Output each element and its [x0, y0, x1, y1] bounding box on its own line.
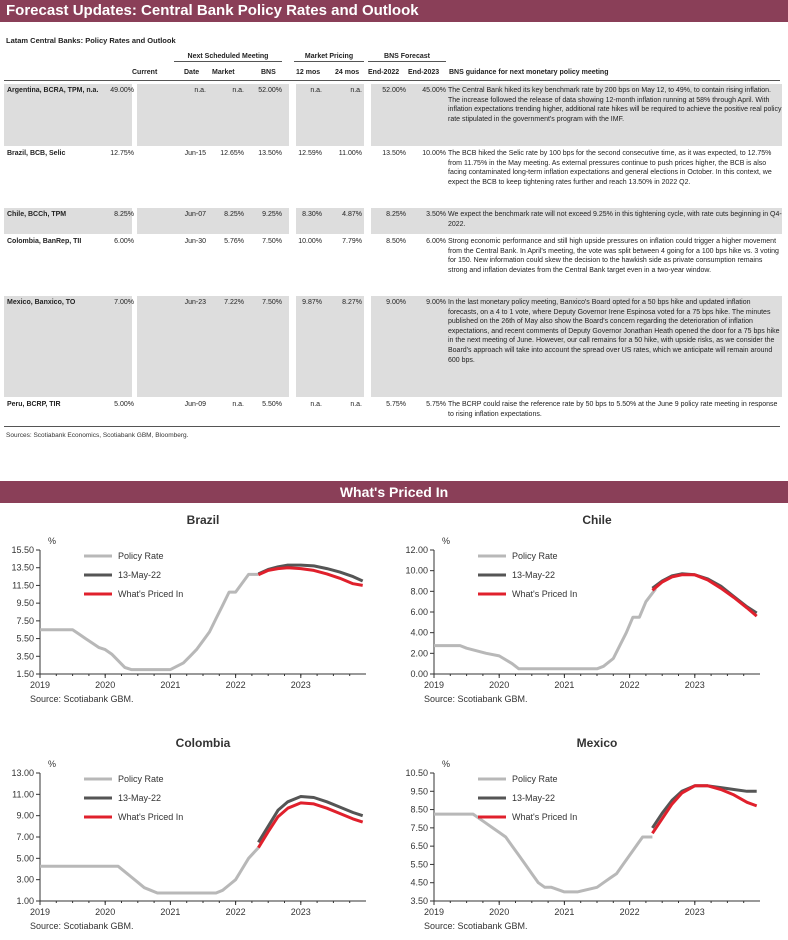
x-tick-label: 2020 — [95, 907, 116, 917]
x-tick-label: 2020 — [95, 680, 116, 690]
x-tick-label: 2019 — [29, 680, 51, 690]
y-tick-label: 3.50 — [16, 651, 34, 662]
x-tick-label: 2021 — [160, 907, 181, 917]
cell-end2022: 13.50% — [382, 150, 406, 157]
cell-bns: 5.50% — [262, 401, 282, 408]
y-tick-label: 9.50 — [410, 786, 428, 797]
y-tick-label: 5.50 — [16, 633, 34, 644]
header-rule — [4, 80, 780, 81]
cell-end2022: 52.00% — [382, 87, 406, 94]
table-row — [4, 235, 780, 295]
legend-label: What's Priced In — [512, 589, 578, 599]
chart-chile — [394, 508, 788, 713]
x-tick-label: 2021 — [554, 680, 575, 690]
cell-m24: n.a. — [350, 401, 362, 408]
x-tick-label: 2023 — [684, 680, 705, 690]
cell-m12: 10.00% — [298, 238, 322, 245]
cell-date: Jun-09 — [184, 401, 206, 408]
y-tick-label: 2.00 — [410, 648, 428, 659]
guidance-text: The BCB hiked the Selic rate by 100 bps for the second consecutive time, as it was expected, to 12.75% from 11.75% in the May meeting. As external pressures continue to push prices higher, the BCB is also facing contaminated long-term inflation expectations and general elections in October. In this context, we expect the BCB to keep tightening rates further and reach 13.50% in 2022 Q2. — [448, 150, 772, 186]
legend-label: Policy Rate — [118, 774, 164, 784]
y-unit-label: % — [442, 536, 451, 546]
y-tick-label: 6.00 — [410, 607, 428, 617]
y-tick-label: 4.50 — [410, 877, 428, 888]
chart-title: Chile — [582, 513, 612, 527]
cell-end2022: 8.25% — [386, 211, 406, 218]
chart-source: Source: Scotiabank GBM. — [424, 921, 528, 931]
x-tick-label: 2020 — [489, 907, 510, 917]
y-tick-label: 4.00 — [410, 627, 428, 638]
y-tick-label: 5.00 — [16, 853, 34, 864]
legend-label: Policy Rate — [512, 774, 558, 784]
cell-bns: 52.00% — [258, 87, 282, 94]
guidance-text: The Central Bank hiked its key benchmark rate by 200 bps on May 12, to 49%, to contain rising inflation. The increase followed the release of data showing 12-month inflation running at 58% through April. With inflation expectations trending higher, additional rate hikes will be required to achieve the positive real policy rate stipulated in the government's program with the IMF. — [448, 87, 782, 123]
cell-m12: 8.30% — [302, 211, 322, 218]
header-24mos: 24 mos — [335, 69, 360, 76]
y-tick-label: 11.00 — [12, 789, 34, 800]
y-tick-label: 1.00 — [16, 896, 34, 906]
row-shade — [371, 296, 448, 397]
cell-date: n.a. — [194, 87, 206, 94]
y-tick-label: 9.50 — [16, 598, 34, 609]
cell-bns: 7.50% — [262, 299, 282, 306]
legend-label: Policy Rate — [118, 551, 164, 561]
cell-market: n.a. — [232, 401, 244, 408]
series-line — [40, 848, 258, 893]
chart-mexico — [394, 731, 788, 940]
x-tick-label: 2019 — [423, 907, 445, 917]
cell-current: 7.00% — [114, 299, 134, 306]
header-current: Current — [132, 69, 158, 76]
x-tick-label: 2022 — [225, 907, 246, 917]
y-tick-label: 9.00 — [16, 810, 34, 821]
cell-current: 49.00% — [110, 87, 134, 94]
cell-market: 5.76% — [224, 238, 244, 245]
series-line — [652, 786, 756, 834]
table-row — [4, 296, 780, 397]
table-row — [4, 208, 780, 234]
cell-end2023: 45.00% — [422, 87, 446, 94]
cell-m24: 8.27% — [342, 299, 362, 306]
x-tick-label: 2019 — [29, 907, 51, 917]
cell-m24: 7.79% — [342, 238, 362, 245]
y-tick-label: 3.50 — [410, 896, 428, 906]
y-tick-label: 0.00 — [410, 669, 428, 679]
y-tick-label: 10.50 — [405, 768, 428, 778]
series-line — [258, 568, 362, 586]
cell-current: 8.25% — [114, 211, 134, 218]
cell-market: 7.22% — [224, 299, 244, 306]
header-date: Date — [184, 69, 200, 76]
chart-title: Brazil — [186, 513, 220, 527]
y-tick-label: 7.00 — [16, 832, 34, 842]
table-row — [4, 398, 780, 426]
table-title: Latam Central Banks: Policy Rates and Outlook — [6, 36, 176, 45]
group-bns-forecast: BNS Forecast — [368, 53, 446, 62]
chart-colombia — [0, 731, 394, 940]
row-shade — [180, 296, 284, 397]
cell-bns: 9.25% — [262, 211, 282, 218]
cell-end2022: 9.00% — [386, 299, 406, 306]
x-tick-label: 2023 — [290, 907, 311, 917]
y-tick-label: 7.50 — [410, 822, 428, 833]
x-tick-label: 2023 — [290, 680, 311, 690]
guidance-text: The BCRP could raise the reference rate by 50 bps to 5.50% at the June 9 policy rate meeting in response to rising inflation expectations. — [448, 401, 778, 418]
row-shade — [4, 296, 132, 397]
y-unit-label: % — [48, 536, 57, 546]
cell-m12: 12.59% — [298, 150, 322, 157]
bank-name: Peru, BCRP, TIR — [7, 401, 61, 408]
cell-m12: 9.87% — [302, 299, 322, 306]
cell-m12: n.a. — [310, 401, 322, 408]
cell-current: 5.00% — [114, 401, 134, 408]
legend-label: 13-May-22 — [512, 570, 556, 580]
y-tick-label: 7.50 — [16, 615, 34, 626]
cell-end2023: 3.50% — [426, 211, 446, 218]
x-tick-label: 2022 — [225, 680, 246, 690]
y-tick-label: 8.50 — [410, 804, 428, 815]
chart-source: Source: Scotiabank GBM. — [30, 694, 134, 704]
x-tick-label: 2022 — [619, 907, 640, 917]
y-tick-label: 10.00 — [405, 565, 428, 576]
header-12mos: 12 mos — [296, 69, 321, 76]
x-tick-label: 2019 — [423, 680, 445, 690]
cell-m24: 4.87% — [342, 211, 362, 218]
guidance-text: Strong economic performance and still high upside pressures on inflation could trigger a higher movement from the Central Bank. In April's meeting, the vote was split between 4 going for a 100 bps hike vs. 3 voting for 150. New information could skew the decision to the hawkish side as private consumption remains strong and inflation deviates from the Central Bank target even in a two-year window. — [448, 238, 779, 274]
table-row — [4, 147, 780, 207]
legend-label: 13-May-22 — [118, 793, 162, 803]
guidance-text: We expect the benchmark rate will not exceed 9.25% in this tightening cycle, with rate cuts beginning in Q4-2022. — [448, 211, 782, 228]
group-market-pricing: Market Pricing — [294, 53, 364, 62]
cell-bns: 13.50% — [258, 150, 282, 157]
x-tick-label: 2021 — [554, 907, 575, 917]
cell-date: Jun-07 — [184, 211, 206, 218]
row-shade — [296, 296, 364, 397]
y-tick-label: 12.00 — [405, 545, 428, 555]
chart-source: Source: Scotiabank GBM. — [30, 921, 134, 931]
x-tick-label: 2022 — [619, 680, 640, 690]
y-tick-label: 15.50 — [11, 545, 34, 555]
cell-bns: 7.50% — [262, 238, 282, 245]
header-market: Market — [212, 69, 235, 76]
cell-end2023: 10.00% — [422, 150, 446, 157]
legend-label: What's Priced In — [118, 589, 184, 599]
table-source: Sources: Scotiabank Economics, Scotiabank GBM, Bloomberg. — [6, 432, 189, 439]
legend-label: 13-May-22 — [118, 570, 162, 580]
guidance-text: In the last monetary policy meeting, Banxico's Board opted for a 50 bps hike and updated inflation forecasts, on a 4 to 1 vote, where Deputy Governor Irene Espinosa voted for a 75 bps hike. The minutes published on the 26th of May also show the Board's concern regarding the deterioration of inflation expectations, and recent comments of Deputy Governor Jonathan Heath opened the door for a 75 bps hike in the next meeting of June. However, our call remains for a 50 hike, with upside risks, as we consider the Board's approach will take into account the spread over US rates, which we anticipate will remain around 600 bps. — [448, 299, 780, 364]
top-banner: Forecast Updates: Central Bank Policy Rates and Outlook — [0, 0, 788, 22]
bank-name: Argentina, BCRA, TPM, n.a. — [7, 87, 99, 94]
chart-source: Source: Scotiabank GBM. — [424, 694, 528, 704]
cell-m24: n.a. — [350, 87, 362, 94]
cell-market: 12.65% — [220, 150, 244, 157]
group-next-meeting: Next Scheduled Meeting — [174, 53, 282, 62]
series-line — [652, 575, 756, 616]
legend-label: Policy Rate — [512, 551, 558, 561]
cell-date: Jun-30 — [184, 238, 206, 245]
cell-end2022: 5.75% — [386, 401, 406, 408]
x-tick-label: 2021 — [160, 680, 181, 690]
x-tick-label: 2023 — [684, 907, 705, 917]
cell-end2023: 5.75% — [426, 401, 446, 408]
legend-label: What's Priced In — [118, 812, 184, 822]
chart-title: Mexico — [576, 736, 618, 750]
cell-market: n.a. — [232, 87, 244, 94]
cell-end2023: 9.00% — [426, 299, 446, 306]
bank-name: Chile, BCCh, TPM — [7, 211, 67, 218]
y-tick-label: 5.50 — [410, 859, 428, 870]
y-tick-label: 6.50 — [410, 841, 428, 852]
series-line — [434, 814, 652, 892]
bank-name: Brazil, BCB, Selic — [7, 150, 66, 157]
cell-market: 8.25% — [224, 211, 244, 218]
legend-label: What's Priced In — [512, 812, 578, 822]
cell-current: 6.00% — [114, 238, 134, 245]
y-tick-label: 11.50 — [12, 580, 34, 591]
x-tick-label: 2020 — [489, 680, 510, 690]
y-unit-label: % — [48, 759, 57, 769]
header-guidance: BNS guidance for next monetary policy meeting — [449, 69, 609, 76]
header-bns: BNS — [261, 69, 276, 76]
cell-date: Jun-23 — [184, 299, 206, 306]
table-bottom-rule — [4, 426, 780, 427]
series-line — [258, 565, 362, 581]
legend-label: 13-May-22 — [512, 793, 556, 803]
table-row — [4, 84, 780, 146]
cell-m24: 11.00% — [338, 150, 362, 157]
section-banner: What's Priced In — [0, 481, 788, 503]
bank-name: Colombia, BanRep, TII — [7, 238, 82, 245]
header-end2022: End-2022 — [368, 69, 400, 76]
series-line — [434, 589, 656, 669]
cell-date: Jun-15 — [184, 150, 206, 157]
y-unit-label: % — [442, 759, 451, 769]
chart-brazil — [0, 508, 394, 713]
chart-title: Colombia — [175, 736, 231, 750]
y-tick-label: 13.50 — [11, 562, 34, 573]
bank-name: Mexico, Banxico, TO — [7, 299, 76, 306]
y-tick-label: 13.00 — [11, 768, 34, 778]
cell-current: 12.75% — [110, 150, 134, 157]
y-tick-label: 3.00 — [16, 874, 34, 885]
y-tick-label: 8.00 — [410, 586, 428, 597]
cell-end2023: 6.00% — [426, 238, 446, 245]
header-end2023: End-2023 — [408, 69, 440, 76]
y-tick-label: 1.50 — [16, 669, 34, 679]
cell-end2022: 8.50% — [386, 238, 406, 245]
cell-m12: n.a. — [310, 87, 322, 94]
series-line — [652, 786, 756, 828]
